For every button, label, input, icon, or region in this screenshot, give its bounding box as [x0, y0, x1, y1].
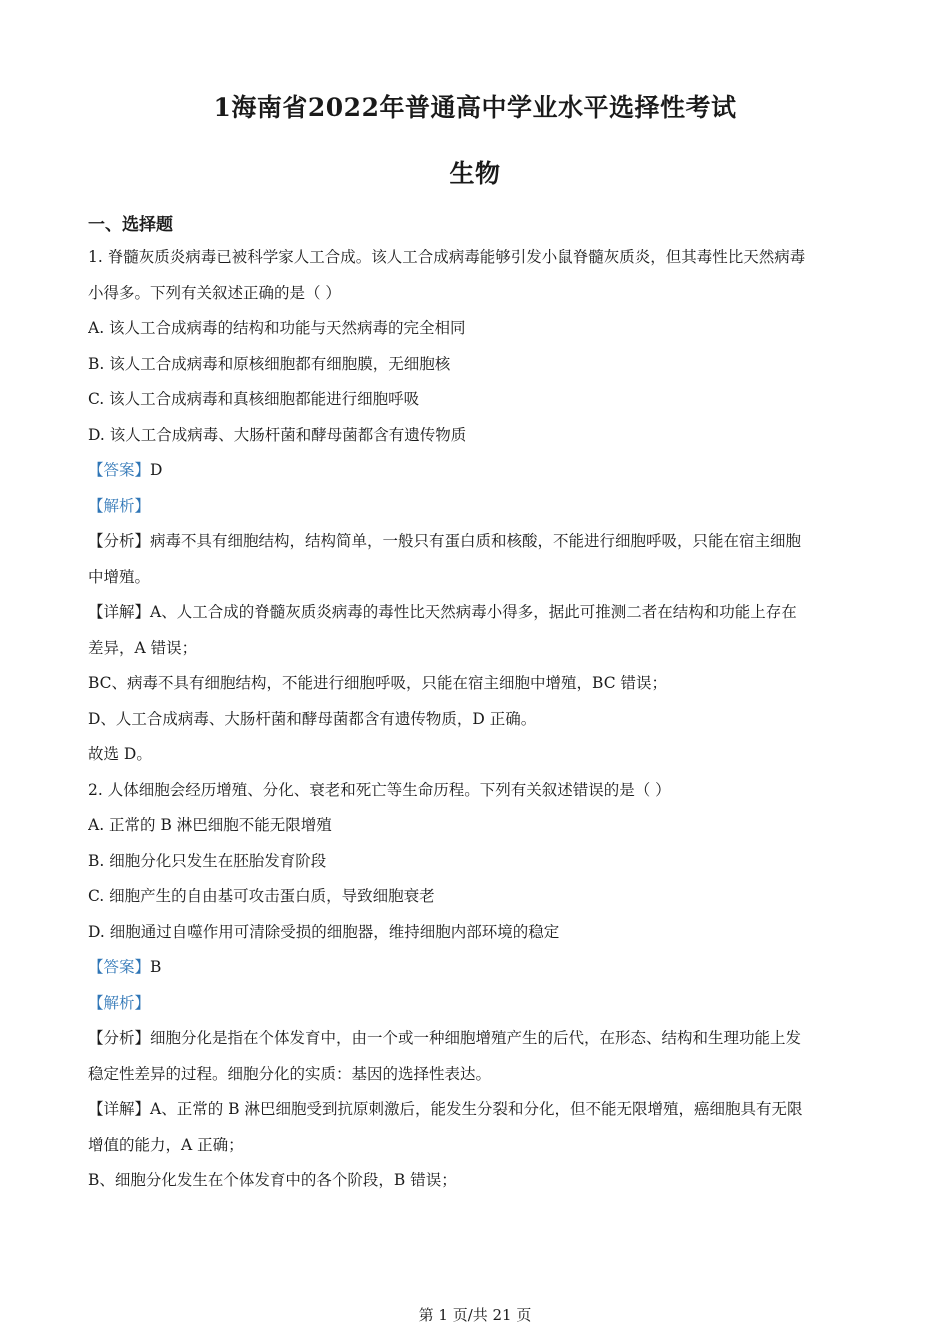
answer-value: B — [150, 958, 162, 976]
q2-option-a: A. 正常的 B 淋巴细胞不能无限增殖 — [88, 816, 332, 834]
q1-fenxi-line-1 — [88, 524, 878, 560]
answer-tag: 【答案】 — [88, 461, 151, 479]
q1-answer — [88, 453, 878, 489]
fenxi-tag: 【分析】 — [88, 532, 151, 550]
q1-option-b: B. 该人工合成病毒和原核细胞都有细胞膜，无细胞核 — [88, 354, 451, 373]
page-number: 第 1 页/共 21 页 — [418, 1306, 532, 1324]
detail-tag: 【详解】 — [88, 1100, 151, 1118]
detail-tag: 【详解】 — [88, 603, 151, 621]
q2-stem-line-1: 2. 人体细胞会经历增殖、分化、衰老和死亡等生命历程。下列有关叙述错误的是（ ） — [88, 780, 671, 799]
detail-text: A、人工合成的脊髓灰质炎病毒的毒性比天然病毒小得多，据此可推测二者在结构和功能上存在 — [150, 603, 797, 621]
exam-title: 1海南省2022年普通高中学业水平选择性考试 — [213, 93, 737, 122]
answer-tag: 【答案】 — [88, 958, 151, 976]
q2-answer — [88, 950, 878, 986]
q2-fenxi-line-1 — [88, 1021, 878, 1057]
document-body — [88, 240, 878, 1199]
q1-option-c: C. 该人工合成病毒和真核细胞都能进行细胞呼吸 — [88, 390, 420, 408]
q1-fenxi-line-2: 中增殖。 — [88, 567, 151, 586]
q2-fenxi-line-2: 稳定性差异的过程。细胞分化的实质：基因的选择性表达。 — [88, 1064, 492, 1083]
q2-detail-line-1 — [88, 1092, 878, 1128]
subject-title: 生物 — [449, 159, 501, 188]
q1-detail-line-4: D、人工合成病毒、大肠杆菌和酵母菌都含有遗传物质，D 正确。 — [88, 709, 537, 728]
q2-analysis — [88, 986, 878, 1022]
q2-detail-line-3: B、细胞分化发生在个体发育中的各个阶段，B 错误； — [88, 1171, 457, 1189]
analysis-tag: 【解析】 — [88, 993, 151, 1012]
fenxi-tag: 【分析】 — [88, 1029, 151, 1047]
analysis-tag: 【解析】 — [88, 496, 151, 515]
q1-conclusion: 故选 D。 — [88, 745, 152, 763]
q1-stem-line-1: 1. 脊髓灰质炎病毒已被科学家人工合成。该人工合成病毒能够引发小鼠脊髓灰质炎，但其毒性比天然病毒 — [88, 248, 806, 266]
q1-detail-line-2: 差异，A 错误； — [88, 638, 198, 657]
q1-option-a: A. 该人工合成病毒的结构和功能与天然病毒的完全相同 — [88, 319, 466, 337]
q1-detail-line-1 — [88, 595, 878, 631]
q2-option-d: D. 细胞通过自噬作用可清除受损的细胞器，维持细胞内部环境的稳定 — [88, 922, 560, 941]
q1-option-d: D. 该人工合成病毒、大肠杆菌和酵母菌都含有遗传物质 — [88, 425, 467, 444]
q1-detail-line-3: BC、病毒不具有细胞结构，不能进行细胞呼吸，只能在宿主细胞中增殖，BC 错误； — [88, 674, 668, 692]
fenxi-text: 病毒不具有细胞结构，结构简单，一般只有蛋白质和核酸，不能进行细胞呼吸，只能在宿主细胞 — [150, 532, 802, 550]
section-heading: 一、选择题 — [88, 215, 173, 235]
q1-stem-line-2: 小得多。下列有关叙述正确的是（ ） — [88, 283, 341, 302]
q2-option-c: C. 细胞产生的自由基可攻击蛋白质，导致细胞衰老 — [88, 887, 435, 905]
detail-text: A、正常的 B 淋巴细胞受到抗原刺激后，能发生分裂和分化，但不能无限增殖，癌细胞具有无限 — [150, 1100, 803, 1118]
q2-detail-line-2: 增值的能力，A 正确； — [88, 1135, 244, 1154]
fenxi-text: 细胞分化是指在个体发育中，由一个或一种细胞增殖产生的后代，在形态、结构和生理功能上发 — [150, 1029, 802, 1047]
q2-option-b: B. 细胞分化只发生在胚胎发育阶段 — [88, 851, 327, 870]
q1-analysis — [88, 489, 878, 525]
answer-value: D — [150, 461, 163, 479]
